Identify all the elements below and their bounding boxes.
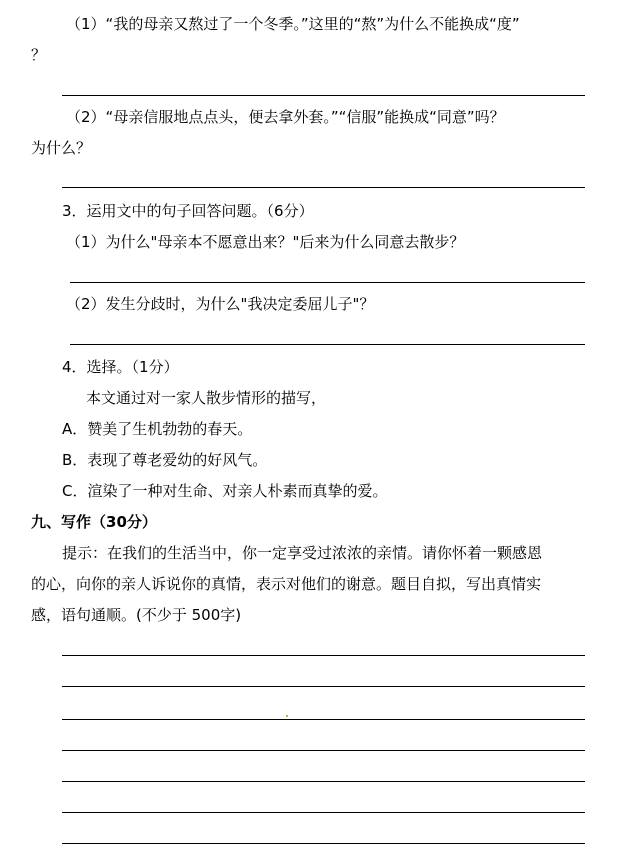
writing-answer-line[interactable] — [62, 843, 585, 844]
writing-prompt-line1: 提示：在我们的生活当中，你一定享受过浓浓的亲情。请你怀着一颗感恩 — [62, 544, 543, 562]
q2-item2-line2: 为什么？ — [31, 139, 92, 157]
q2-item1-line1: （1）“我的母亲又熬过了一个冬季。”这里的“熬”为什么不能换成“度” — [66, 15, 520, 33]
writing-answer-line[interactable] — [62, 750, 585, 751]
q4-title: 4．选择。（1分） — [62, 358, 179, 376]
writing-section-title: 九、写作（30分） — [31, 513, 157, 531]
q2-item2-line1: （2）“母亲信服地点点头，便去拿外套。”“信服”能换成“同意”吗？ — [66, 108, 505, 126]
q2-item2-answer-line[interactable] — [62, 187, 585, 188]
writing-prompt-line2: 的心，向你的亲人诉说你的真情，表示对他们的谢意。题目自拟，写出真情实 — [31, 575, 542, 593]
writing-answer-line[interactable] — [62, 719, 585, 720]
writing-prompt-line3: 感，语句通顺。(不少于 500字) — [31, 606, 242, 624]
q4-option-b[interactable]: B．表现了尊老爱幼的好风气。 — [62, 451, 268, 469]
writing-answer-line[interactable] — [62, 781, 585, 782]
q3-item1-answer-line[interactable] — [70, 282, 585, 283]
q4-stem: 本文通过对一家人散步情形的描写， — [86, 389, 327, 407]
q2-item1-answer-line[interactable] — [62, 95, 585, 96]
q2-item1-line2: ？ — [31, 46, 47, 64]
writing-answer-line[interactable] — [62, 655, 585, 656]
writing-answer-line[interactable] — [62, 686, 585, 687]
stray-mark — [286, 715, 288, 717]
q4-option-c[interactable]: C．渲染了一种对生命、对亲人朴素而真挚的爱。 — [62, 482, 388, 500]
writing-answer-line[interactable] — [62, 812, 585, 813]
q4-option-a[interactable]: A．赞美了生机勃勃的春天。 — [62, 420, 253, 438]
q3-title: 3．运用文中的句子回答问题。（6分） — [62, 202, 314, 220]
q3-item1: （1）为什么"母亲本不愿意出来？"后来为什么同意去散步？ — [66, 233, 465, 251]
q3-item2: （2）发生分歧时，为什么"我决定委屈儿子"？ — [66, 295, 375, 313]
q3-item2-answer-line[interactable] — [70, 344, 585, 345]
